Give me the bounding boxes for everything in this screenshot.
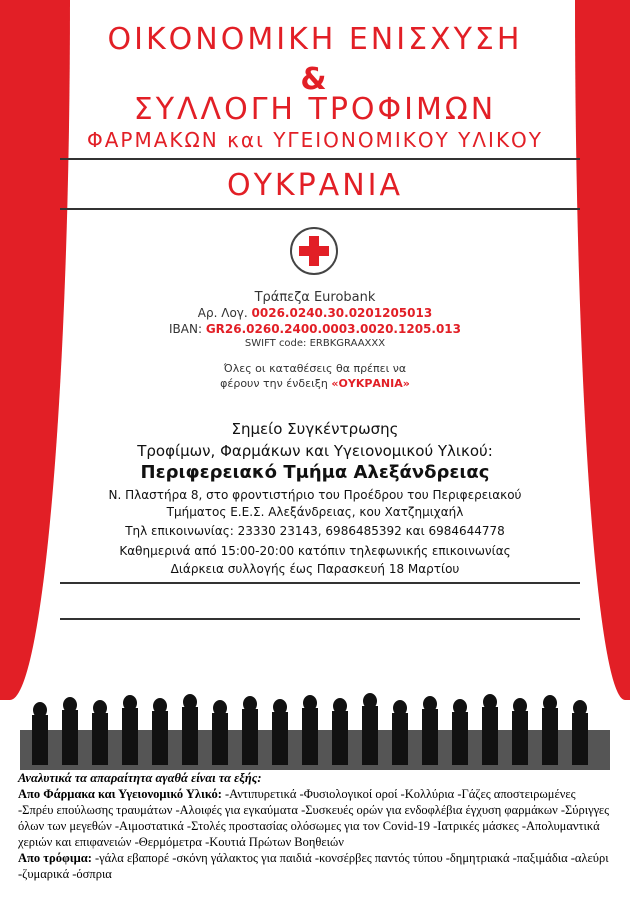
title-country: ΟΥΚΡΑΝΙΑ <box>226 168 404 203</box>
bank-name: Τράπεζα Eurobank <box>254 290 376 305</box>
bank-account <box>0 306 630 320</box>
title-line-2: ΣΥΛΛΟΓΗ ΤΡΟΦΙΜΩΝ <box>133 92 497 127</box>
iban-number: GR26.0260.2400.0003.0020.1205.013 <box>205 322 461 336</box>
deposit-note-1: Όλες οι καταθέσεις θα πρέπει να <box>223 362 407 375</box>
collection-address-2: Τμήματος Ε.Ε.Σ. Αλεξάνδρειας, κου Χατζημιχαήλ <box>166 505 464 519</box>
swift-code: SWIFT code: ERBKGRAAXXX <box>244 338 386 349</box>
collection-place: Περιφερειακό Τμήμα Αλεξάνδρειας <box>140 462 490 483</box>
collection-duration: Διάρκεια συλλογής έως Παρασκευή 18 Μαρτίου <box>170 562 460 576</box>
deposit-tag: «ΟΥΚΡΑΝΙΑ» <box>331 377 410 390</box>
title-ampersand: & <box>300 62 330 97</box>
medical-items: Απο Φάρμακα και Υγειονομικό Υλικό: -Αντιπυρετικά -Φυσιολογικοί οροί -Κολλύρια -Γάζες αποστειρωμένες -Σπρέυ επούλωσης τραυμάτων -Αλοιφές για εγκαύματα -Συσκευές ορών για ενδοφλέβια έγχυση φαρμάκων -Σύριγγες όλων των μεγεθών -Αιμοστατικά -Στολές προστασίας ολόσωμες για τον Covid-19 -Ιατρικές μάσκες -Απολυμαντικά χεριών και επιφανειών -Θερμόμετρα -Κουτιά Πρώτων Βοηθειών <box>18 787 610 849</box>
barbed-wire <box>60 208 580 210</box>
account-label: Αρ. Λογ. <box>197 306 248 320</box>
collection-phones: Τηλ επικοινωνίας: 23330 23143, 6986485392 και 6984644778 <box>125 524 505 538</box>
collection-address-1: Ν. Πλαστήρα 8, στο φροντιστήριο του Προέδρου του Περιφερειακού <box>108 488 522 502</box>
barbed-wire <box>60 582 580 584</box>
deposit-note-2: φέρουν την ένδειξη «ΟΥΚΡΑΝΙΑ» <box>220 377 410 390</box>
bank-iban <box>0 322 630 336</box>
items-intro: Αναλυτικά τα απαραίτητα αγαθά είναι τα εξής: <box>18 771 262 785</box>
refugee-crowd-silhouette <box>20 670 610 770</box>
account-number: 0026.0240.30.0201205013 <box>251 306 433 320</box>
collection-heading-1: Σημείο Συγκέντρωσης <box>231 420 399 438</box>
collection-hours: Καθημερινά από 15:00-20:00 κατόπιν τηλεφωνικής επικοινωνίας <box>119 544 511 558</box>
barbed-wire <box>60 158 580 160</box>
red-cross-logo <box>290 227 338 275</box>
food-label: Απο τρόφιμα: <box>18 851 92 865</box>
barbed-wire <box>60 618 580 620</box>
title-line-1: ΟΙΚΟΝΟΜΙΚΗ ΕΝΙΣΧΥΣΗ <box>107 22 523 57</box>
title-line-3: ΦΑΡΜΑΚΩΝ και ΥΓΕΙΟΝΟΜΙΚΟΥ ΥΛΙΚΟΥ <box>86 128 544 152</box>
medical-label: Απο Φάρμακα και Υγειονομικό Υλικό: <box>18 787 222 801</box>
items-list <box>0 770 630 915</box>
collection-heading-2: Τροφίμων, Φαρμάκων και Υγειονομικού Υλικού: <box>137 442 493 460</box>
iban-label: IBAN: <box>168 322 202 336</box>
food-items: Απο τρόφιμα: -γάλα εβαπορέ -σκόνη γάλακτος για παιδιά -κονσέρβες παντός τύπου -δημητριακά -παξιμάδια -αλεύρι -ζυμαρικά -όσπρια <box>18 851 609 881</box>
